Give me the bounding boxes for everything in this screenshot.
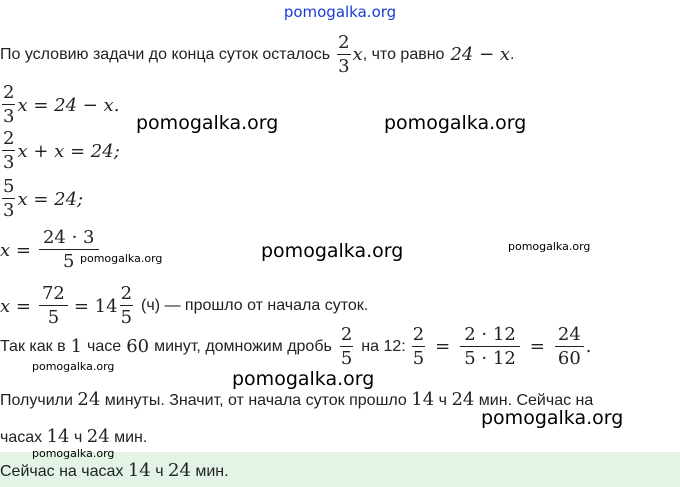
watermark: pomogalka.org (32, 360, 115, 373)
watermark: pomogalka.org (32, 447, 115, 460)
equation-rest: x = 24 − x. (17, 94, 120, 116)
fraction-denominator: 5 (340, 348, 353, 369)
expression-24-minus-x: 24 − x (450, 44, 511, 65)
number: 14 (46, 426, 70, 447)
number: 24 (168, 460, 191, 481)
text-fragment: мин. Сейчас на (478, 392, 594, 409)
equation-rest: x = 24; (17, 188, 84, 210)
text-fragment: ч (73, 429, 83, 446)
fraction-denominator: 3 (3, 152, 15, 173)
fraction-numerator: 2 (120, 283, 133, 304)
text-fragment: Сейчас на часах (0, 463, 124, 480)
fraction-numerator: 2 (338, 32, 350, 53)
fraction-denominator: 3 (338, 56, 350, 77)
fraction-numerator: 24 (555, 326, 584, 347)
fraction-numerator: 2 · 12 (460, 326, 520, 347)
text-fragment: на 12: (361, 338, 406, 355)
fraction-denominator: 5 (120, 307, 133, 328)
watermark: pomogalka.org (384, 112, 527, 134)
text-fragment: ч (438, 392, 447, 409)
text-fragment: . (510, 46, 515, 63)
equation-2 (0, 130, 120, 172)
answer-line (0, 462, 229, 480)
fraction-denominator: 5 · 12 (464, 348, 516, 369)
number: 24 (77, 389, 101, 410)
text-fragment: часе (87, 338, 122, 355)
text-fragment: мин. (114, 429, 148, 446)
equation-5 (0, 285, 368, 327)
text-fragment: Так как в (0, 338, 66, 355)
number: 24 (86, 426, 110, 447)
equation-lhs: x = (0, 239, 31, 261)
watermark: pomogalka.org (232, 368, 375, 390)
equals-sign: = (435, 336, 451, 357)
fraction-numerator: 24 · 3 (39, 229, 99, 250)
fraction-denominator: 5 (47, 307, 60, 328)
watermark: pomogalka.org (481, 407, 624, 429)
fraction-denominator: 5 (63, 251, 75, 272)
number: 24 (451, 389, 475, 410)
number: 14 (411, 389, 435, 410)
equation-lhs: x = (0, 295, 31, 317)
variable-x: x (352, 44, 363, 65)
equals-mixed-whole: = 14 (73, 295, 118, 317)
problem-statement-line (0, 34, 515, 76)
text-fragment: ч (155, 463, 164, 480)
site-watermark-header: pomogalka.org (283, 3, 397, 21)
watermark: pomogalka.org (80, 252, 163, 265)
equation-rest: x + x = 24; (17, 140, 120, 162)
period: . (585, 336, 592, 357)
fraction-numerator: 72 (39, 285, 68, 306)
fraction-numerator: 5 (3, 176, 15, 197)
equals-sign: = (529, 336, 545, 357)
text-fragment: Получили (0, 392, 73, 409)
number: 14 (127, 460, 151, 481)
fraction-numerator: 2 (340, 324, 353, 345)
math-fraction-2-3x (335, 34, 363, 76)
text-fragment: (ч) — прошло от начала суток. (141, 297, 369, 314)
watermark: pomogalka.org (508, 240, 591, 253)
number: 60 (126, 336, 150, 357)
text-fragment: часах (0, 429, 43, 446)
equation-1 (0, 84, 119, 126)
fraction-denominator: 5 (412, 348, 425, 369)
fraction-denominator: 3 (3, 106, 15, 127)
text-fragment: , что равно (362, 46, 445, 63)
fraction-numerator: 2 (3, 82, 15, 103)
equation-3 (0, 178, 83, 220)
fraction-numerator: 2 (3, 128, 15, 149)
text-fragment: мин. (195, 463, 229, 480)
fraction-denominator: 3 (3, 200, 15, 221)
result-line-2 (0, 428, 147, 446)
text-fragment: минут, домножим дробь (154, 338, 332, 355)
fraction-numerator: 2 (412, 324, 425, 345)
number: 1 (70, 336, 83, 357)
fraction-denominator: 60 (557, 348, 581, 369)
text-fragment: По условию задачи до конца суток осталось (0, 46, 331, 63)
watermark: pomogalka.org (136, 112, 279, 134)
watermark: pomogalka.org (261, 240, 404, 262)
text-fragment: минуты. Значит, от начала суток прошло (104, 392, 407, 409)
